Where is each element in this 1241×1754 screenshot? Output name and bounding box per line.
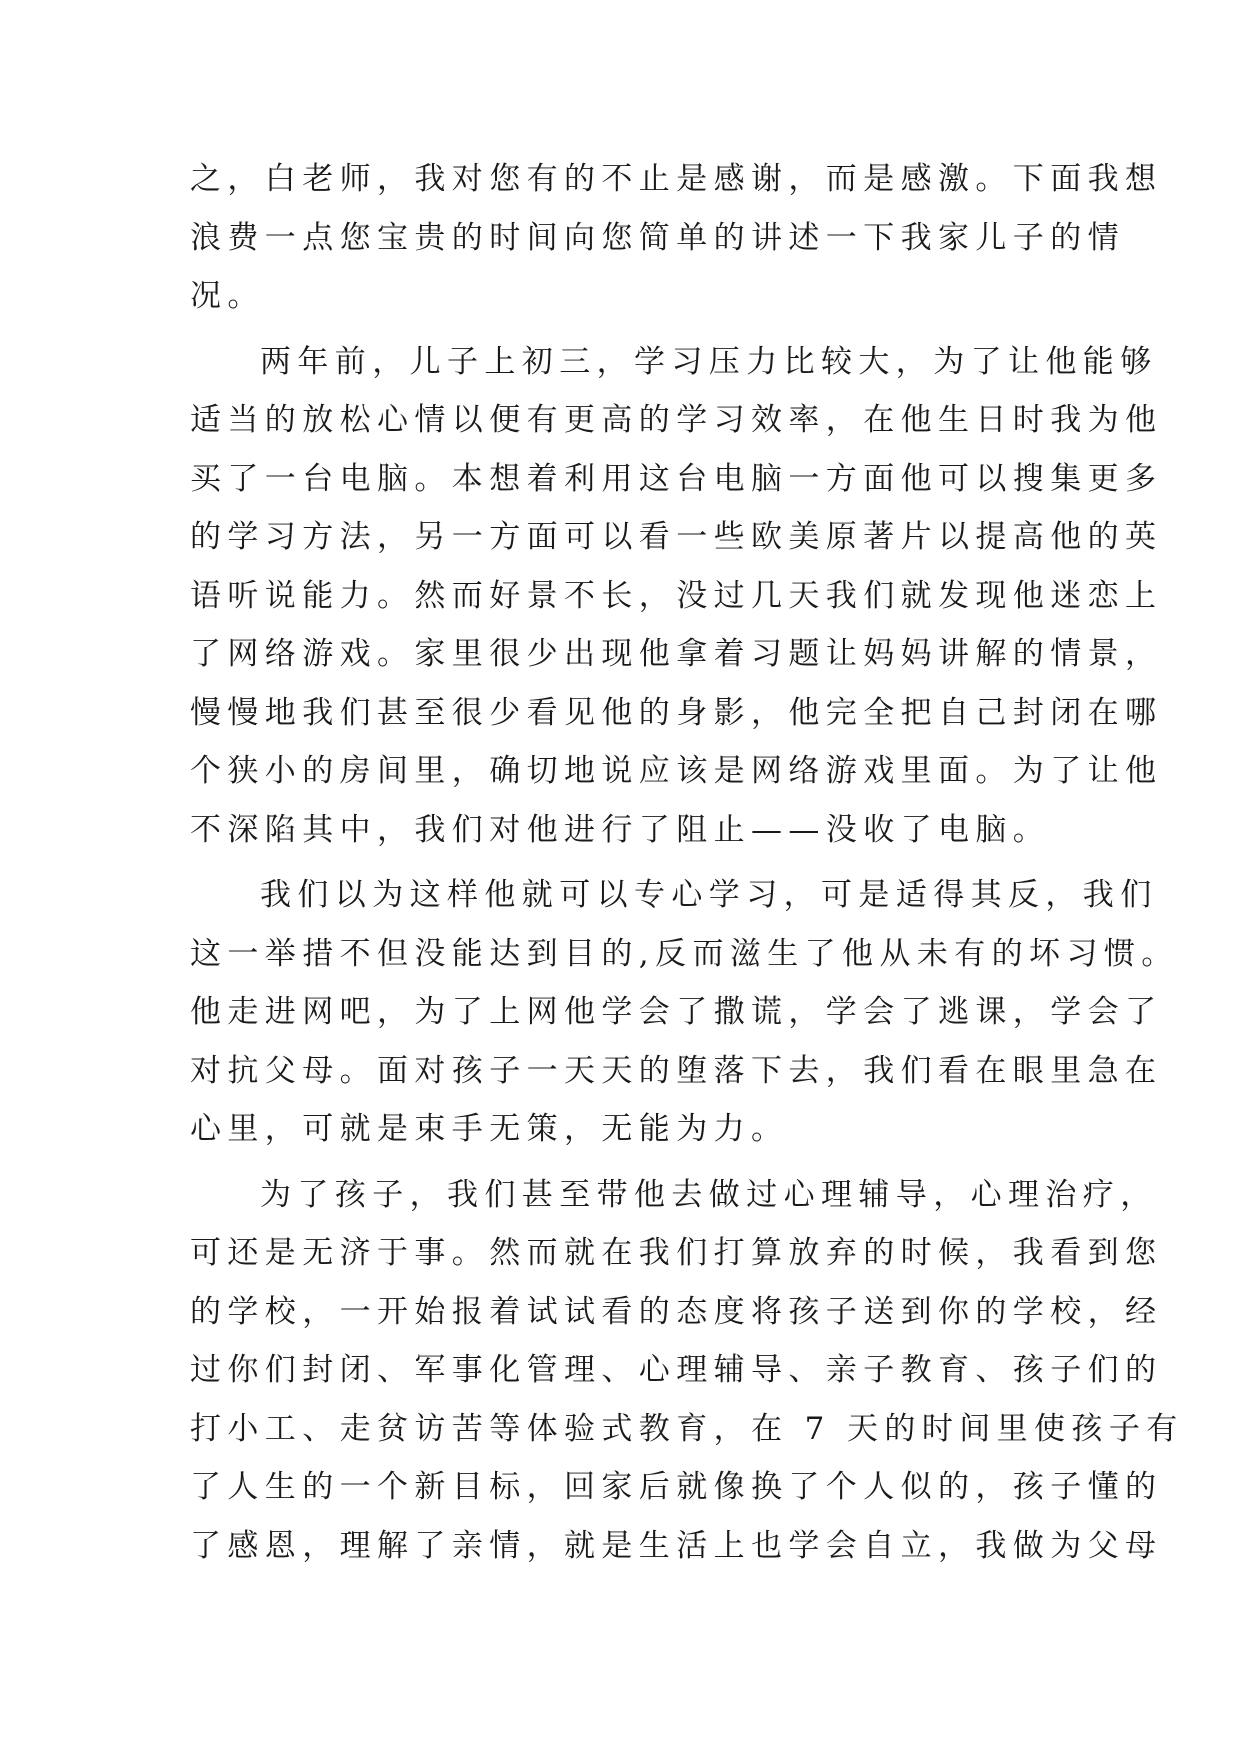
text-line: 他走进网吧，为了上网他学会了撒谎，学会了逃课，学会了: [190, 994, 1163, 1030]
text-line: 心里，可就是束手无策，无能为力。: [190, 1111, 789, 1147]
text-line: 的学习方法，另一方面可以看一些欧美原著片以提高他的英: [190, 519, 1163, 555]
text-line: 适当的放松心情以便有更高的学习效率，在他生日时我为他: [190, 402, 1163, 438]
text-line: 过你们封闭、军事化管理、心理辅导、亲子教育、孩子们的: [190, 1352, 1163, 1388]
text-line: 为了孩子，我们甚至带他去做过心理辅导，心理治疗，: [260, 1176, 1158, 1213]
text-line: 这一举措不但没能达到目的,反而滋生了他从未有的坏习惯。: [190, 935, 1179, 972]
paragraph-gap: [190, 326, 1050, 333]
paragraph-4: [190, 1166, 1184, 1576]
text-line: 语听说能力。然而好景不长，没过几天我们就发现他迷恋上: [190, 577, 1163, 614]
text-line: 个狭小的房间里，确切地说应该是网络游戏里面。为了让他: [190, 753, 1163, 789]
text-line: 了人生的一个新目标，回家后就像换了个人似的，孩子懂的: [190, 1469, 1163, 1505]
text-line: 了网络游戏。家里很少出现他拿着习题让妈妈讲解的情景，: [190, 636, 1163, 672]
text-line: 况。: [190, 278, 265, 314]
text-line: 慢慢地我们甚至很少看见他的身影，他完全把自己封闭在哪: [190, 694, 1163, 731]
text-line: 不深陷其中，我们对他进行了阻止——没收了电脑。: [190, 811, 1051, 848]
letter-body: [190, 150, 1184, 1575]
text-line: 可还是无济于事。然而就在我们打算放弃的时候，我看到您: [190, 1235, 1163, 1271]
paragraph-gap: [190, 1159, 1050, 1166]
text-line: 了感恩，理解了亲情，就是生活上也学会自立，我做为父母: [190, 1527, 1163, 1564]
text-line: 浪费一点您宝贵的时间向您简单的讲述一下我家儿子的情: [190, 219, 1125, 256]
text-line: 对抗父母。面对孩子一天天的堕落下去，我们看在眼里急在: [190, 1052, 1163, 1089]
text-line: 的学校，一开始报着试试看的态度将孩子送到你的学校，经: [190, 1293, 1163, 1330]
paragraph-gap: [190, 859, 1050, 866]
paragraph-3: [190, 866, 1179, 1159]
text-line: 两年前，儿子上初三，学习压力比较大，为了让他能够: [260, 343, 1158, 380]
text-line: 之，白老师，我对您有的不止是感谢，而是感激。下面我想: [190, 161, 1163, 197]
text-line: 我们以为这样他就可以专心学习，可是适得其反，我们: [260, 877, 1158, 913]
paragraph-2: [190, 333, 1163, 860]
paragraph-1: [190, 150, 1163, 326]
text-line: 打小工、走贫访苦等体验式教育，在 7 天的时间里使孩子有: [190, 1410, 1184, 1447]
text-line: 买了一台电脑。本想着利用这台电脑一方面他可以搜集更多: [190, 460, 1163, 497]
